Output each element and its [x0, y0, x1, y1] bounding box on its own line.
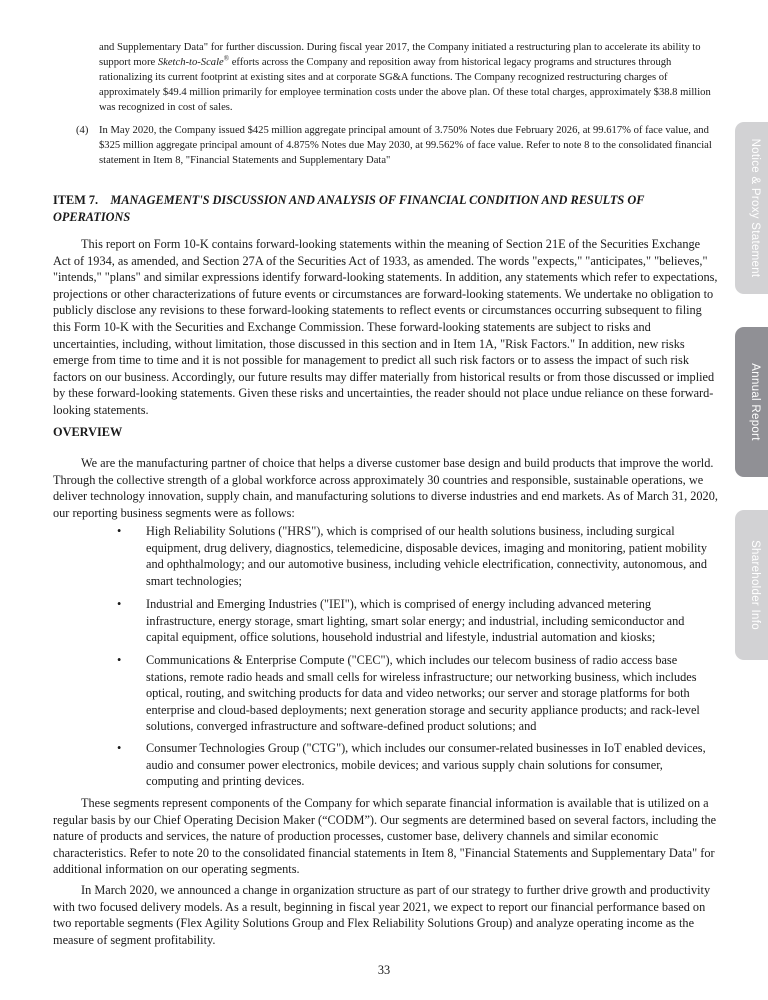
- bullet-marker: •: [117, 524, 122, 538]
- bullet-marker: •: [117, 597, 122, 611]
- registered-mark: ®: [223, 54, 230, 63]
- segments-paragraph: These segments represent components of the Company for which separate financial information is available that is utilized on a regular basis by our Chief Operating Decision Maker (“CODM”). Our segments are determined based on several factors, including the nature of products and services, the nature of production processes, customer base, delivery channels and similar economic characteristics. Refer to note 20 to the consolidated financial statements in Item 8, "Financial Statements and Supplementary Data" for additional information on our operating segments.: [53, 796, 717, 877]
- sketch-to-scale-term: Sketch-to-Scale: [157, 57, 224, 68]
- overview-intro-paragraph: We are the manufacturing partner of choice that helps a diverse customer base design and build products that improve the world. Through the collective strength of a global workforce across approximately 30 countries and responsible, sustainable operations, we deliver technology innovation, supply chain, and manufacturing solutions to diverse industries and end markets. As of March 31, 2020, our reporting business segments were as follows:: [53, 456, 718, 520]
- bullet-marker: •: [117, 741, 122, 755]
- overview-heading: OVERVIEW: [53, 425, 123, 439]
- bullet-cec: Communications & Enterprise Compute ("CEC"), which includes our telecom business of radio access base stations, remote radio heads and small cells for wireless infrastructure; our networking business, which includes optical, routing, and switching products for data and video networks; our server and storage platforms for both enterprise and cloud-based deployments; next generation storage and security appliance products; and rack-level solutions, converged infrastructure and software-defined product solutions; and: [146, 653, 700, 734]
- item-7-heading: [53, 192, 723, 225]
- side-tab-proxy-label: Notice & Proxy Statement: [749, 138, 761, 278]
- reorganization-paragraph: In March 2020, we announced a change in organization structure as part of our strategy to further drive growth and productivity with two focused delivery models. As a result, beginning in fiscal year 2021, we expect to report our financial performance based on two reportable segments (Flex Agility Solutions Group and Flex Reliability Solutions Group) and analyze operating income as the measure of segment profitability.: [53, 883, 711, 947]
- bullet-hrs: High Reliability Solutions ("HRS"), which is comprised of our health solutions business, including surgical equipment, drug delivery, diagnostics, telemedicine, disposable devices, imaging and monitoring, patient mobility and ophthalmology; and our automotive business, including vehicle electrification, connectivity, autonomous, and smart technologies;: [146, 524, 707, 588]
- side-tab-annual-label: Annual Report: [749, 363, 761, 441]
- footnote-4-text: In May 2020, the Company issued $425 million aggregate principal amount of 3.750% Notes due February 2026, at 99.617% of face value, and $325 million aggregate principal amount of 4.875% Notes due May 2030, at 99.562% of face value. Refer to note 8 to the consolidated financial statement in Item 8, "Financial Statements and Supplementary Data": [99, 125, 712, 166]
- page-number: 33: [377, 963, 391, 977]
- side-tab-proxy-statement[interactable]: [735, 122, 768, 294]
- bullet-ctg: Consumer Technologies Group ("CTG"), which includes our consumer-related businesses in IoT enabled devices, audio and consumer power electronics, mobile devices; and various supply chain solutions for consumer, computing and printing devices.: [146, 741, 706, 789]
- side-tab-shareholder-info[interactable]: [735, 510, 768, 660]
- side-tab-shareholder-label: Shareholder Info: [749, 540, 761, 630]
- item-7-title: MANAGEMENT'S DISCUSSION AND ANALYSIS OF FINANCIAL CONDITION AND RESULTS OF OPERATIONS: [53, 193, 645, 224]
- bullet-marker: •: [117, 653, 122, 667]
- item-7-label: ITEM 7.: [53, 193, 99, 207]
- bullet-iei: Industrial and Emerging Industries ("IEI"), which is comprised of energy including advanced metering infrastructure, energy storage, smart lighting, smart solar energy; and industrial, including semiconductor and capital equipment, office solutions, household industrial and lifestyle, industrial automation and kiosks;: [146, 597, 685, 645]
- side-tab-annual-report[interactable]: [735, 327, 768, 477]
- footnote-4-number: (4): [76, 125, 89, 136]
- forward-looking-paragraph: This report on Form 10-K contains forward-looking statements within the meaning of Section 21E of the Securities Exchange Act of 1934, as amended, and Section 27A of the Securities Act of 1933, as amended. The words "expects," "anticipates," "believes," "intends," "plans" and similar expressions identify forward-looking statements. In addition, any statements which refer to expectations, projections or other characterizations of future events or circumstances are forward-looking statements. We undertake no obligation to publicly disclose any revisions to these forward-looking statements to reflect events or circumstances occurring subsequent to filing this Form 10-K with the Securities and Exchange Commission. These forward-looking statements are subject to risks and uncertainties, including, without limitation, those discussed in this section and in Item 1A, "Risk Factors." In addition, new risks emerge from time to time and it is not possible for management to predict all such risk factors or to assess the impact of such risk factors on our business. Accordingly, our future results may differ materially from historical results or from those discussed or implied by these forward-looking statements. Given these risks and uncertainties, the reader should not place undue reliance on these forward-looking statements.: [53, 237, 718, 417]
- footnote-3-text: and Supplementary Data" for further discussion. During fiscal year 2017, the Company initiated a restructuring plan to accelerate its ability to support more Sketch-to-Scale® efforts across the Company and reposition away from historical legacy programs and structures through rationalizing its current footprint at existing sites and at corporate SG&A functions. The Company recognized restructuring charges of approximately $49.4 million primarily for employee termination costs under the above plan. Of these total charges, approximately $38.8 million was recognized in cost of sales.: [99, 42, 711, 113]
